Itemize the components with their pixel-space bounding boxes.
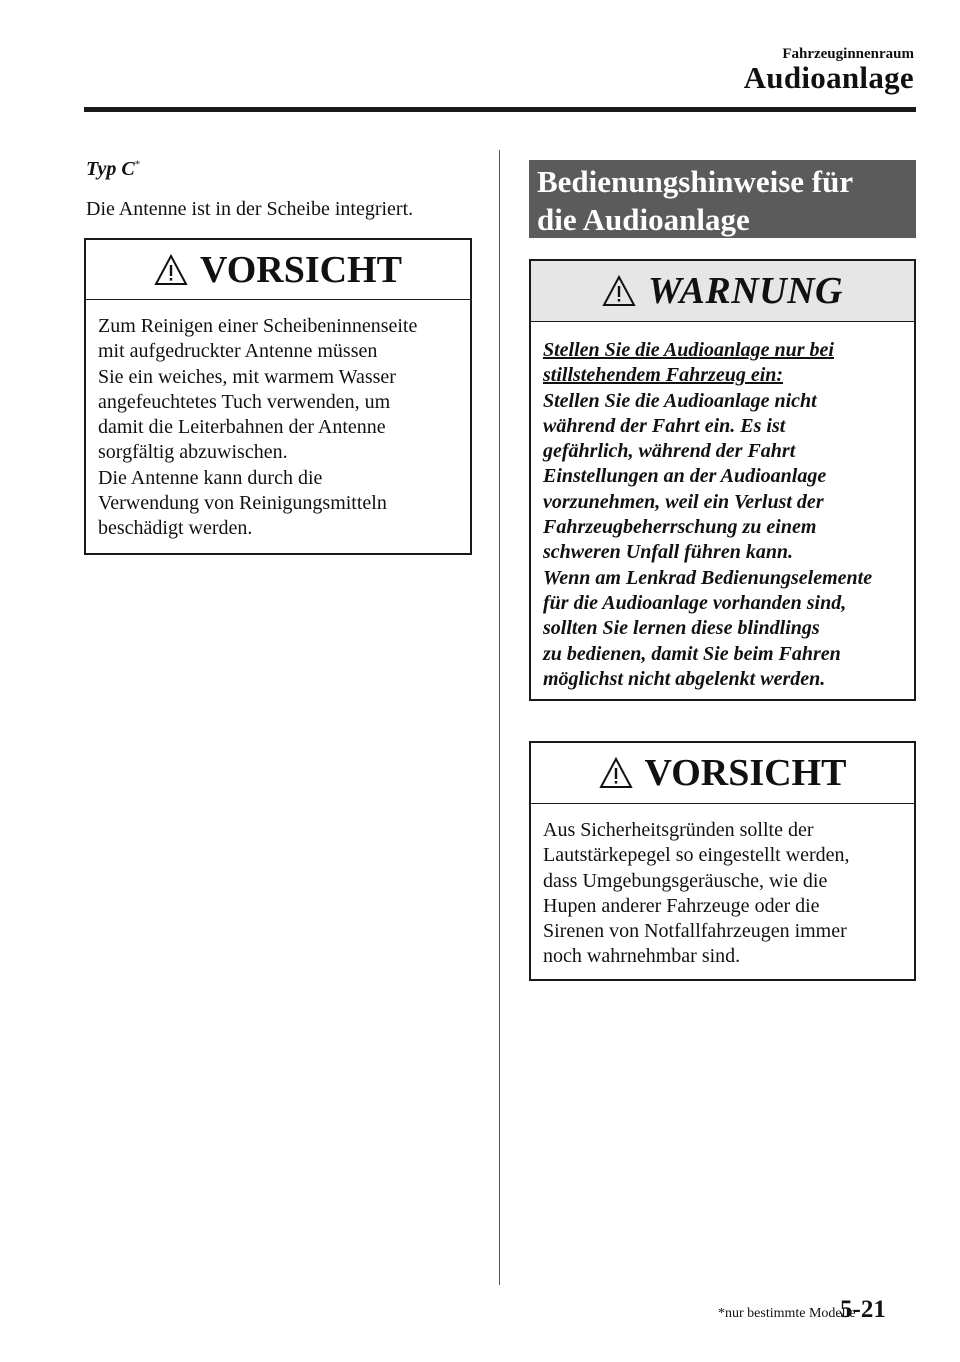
caution-label: VORSICHT (200, 248, 402, 291)
caution-line: damit die Leiterbahnen der Antenne (98, 416, 386, 439)
warning-line: Stellen Sie die Audioanlage nicht (543, 389, 817, 412)
warning-label: WARNUNG (648, 270, 843, 312)
warning-line: zu bedienen, damit Sie beim Fahren (543, 642, 841, 665)
antenna-text: Die Antenne ist in der Scheibe integriert. (86, 198, 414, 220)
warning-body (531, 322, 914, 692)
caution-line: Aus Sicherheitsgründen sollte der (543, 819, 814, 841)
warning-line: gefährlich, während der Fahrt (543, 440, 796, 463)
caution-line: angefeuchtetes Tuch verwenden, um (98, 390, 391, 413)
caution-line: noch wahrnehmbar sind. (543, 945, 741, 968)
typ-heading (86, 158, 140, 181)
caution-line: dass Umgebungsgeräusche, wie die (543, 869, 828, 892)
caution-body (86, 300, 470, 542)
warning-line: während der Fahrt ein. Es ist (543, 414, 786, 437)
warning-triangle-icon (154, 254, 188, 286)
warning-triangle-icon (602, 275, 636, 307)
caution-line: Sirenen von Notfallfahrzeugen immer (543, 920, 847, 943)
warning-line: Wenn am Lenkrad Bedienungselemente (543, 566, 873, 589)
footnote-marker: * (134, 158, 141, 171)
caution-box-antenna (84, 238, 472, 555)
warning-header (531, 261, 914, 322)
caution-header (531, 743, 914, 804)
page-number: 5-21 (840, 1296, 886, 1323)
caution-box-volume (529, 741, 916, 981)
typ-heading-text: Typ C (86, 158, 135, 180)
caution-label: VORSICHT (644, 752, 847, 794)
warning-line: möglichst nicht abgelenkt werden. (543, 667, 826, 690)
warning-box (529, 259, 916, 701)
footnote: *nur bestimmte Modelle (718, 1306, 856, 1321)
caution-line: Die Antenne kann durch die (98, 466, 323, 489)
warning-line: Fahrzeugbeherrschung zu einem (543, 516, 817, 539)
column-divider (499, 150, 500, 1285)
section-name: Fahrzeuginnenraum (782, 46, 914, 62)
warning-line: Einstellungen an der Audioanlage (543, 465, 827, 488)
caution-line: mit aufgedruckter Antenne müssen (98, 340, 378, 363)
caution-line: sorgfältig abzuwischen. (98, 441, 288, 464)
page-title: Audioanlage (743, 60, 914, 95)
section-banner (529, 160, 916, 238)
caution-line: Verwendung von Reinigungsmitteln (98, 492, 387, 515)
warning-lead-line: Stellen Sie die Audioanlage nur bei (543, 339, 834, 361)
warning-line: schweren Unfall führen kann. (543, 541, 794, 564)
warning-triangle-icon (599, 757, 633, 789)
header-rule (84, 107, 916, 112)
warning-line: vorzunehmen, weil ein Verlust der (543, 490, 824, 513)
warning-lead-line: stillstehendem Fahrzeug ein: (543, 364, 784, 387)
banner-line: Bedienungshinweise für (537, 164, 854, 199)
caution-header (86, 240, 470, 300)
banner-line: die Audioanlage (537, 202, 750, 237)
caution-line: Zum Reinigen einer Scheibeninnenseite (98, 315, 418, 337)
caution-line: Sie ein weiches, mit warmem Wasser (98, 365, 396, 388)
caution-line: Lautstärkepegel so eingestellt werden, (543, 844, 850, 867)
caution-line: beschädigt werden. (98, 517, 253, 540)
caution-line: Hupen anderer Fahrzeuge oder die (543, 894, 820, 917)
warning-line: sollten Sie lernen diese blindlings (543, 617, 820, 640)
warning-line: für die Audioanlage vorhanden sind, (543, 591, 847, 614)
caution-body (531, 804, 914, 970)
